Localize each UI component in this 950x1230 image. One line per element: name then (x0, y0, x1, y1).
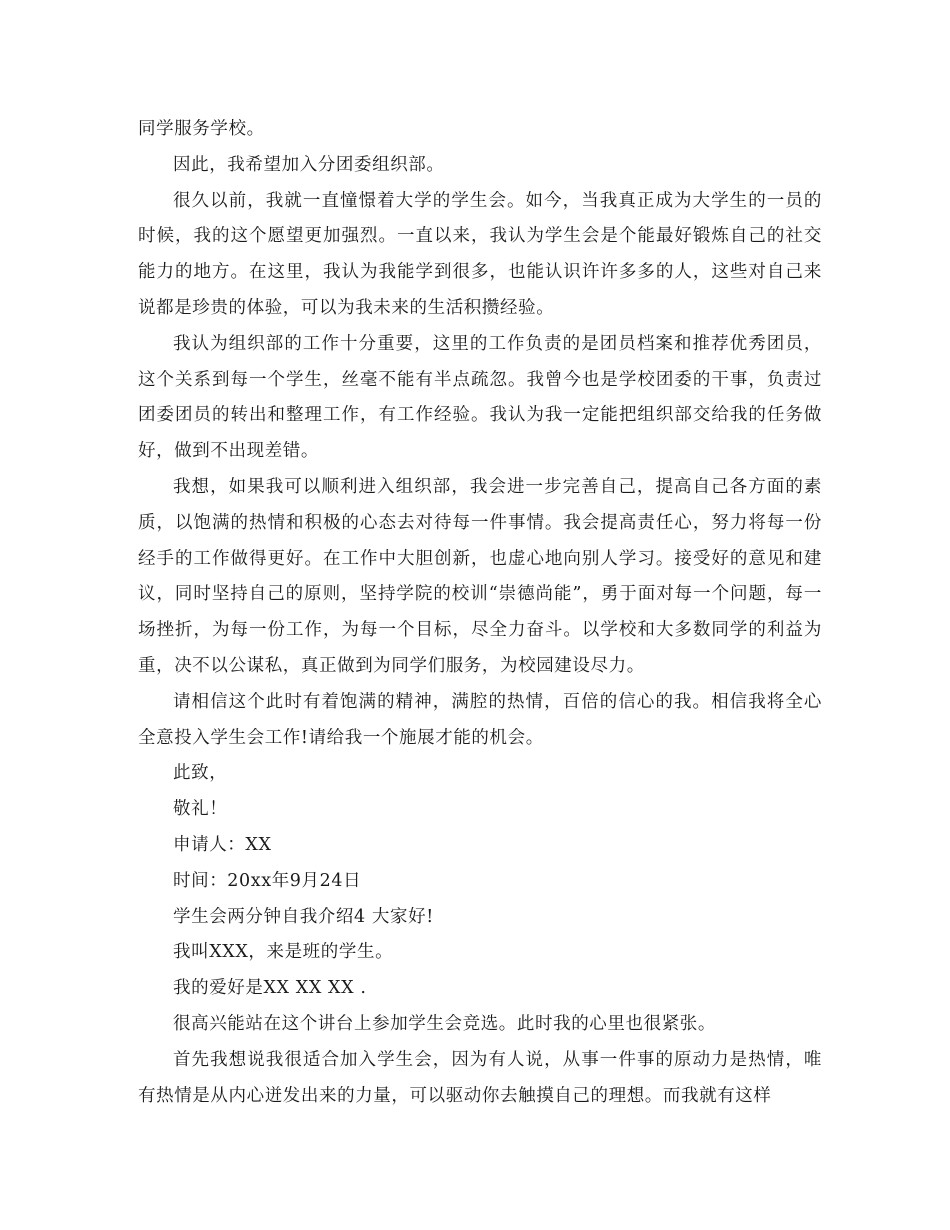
paragraph-continuation: 同学服务学校。 (138, 119, 265, 139)
paragraph-join-department: 因此，我希望加入分团委组织部。 (173, 154, 445, 175)
paragraph-passion: 首先我想说我很适合加入学生会，因为有人说，从事一件事的原动力是热情，唯有热情是从内心迸发出来的力量，可以驱动你去触摸自己的理想。而我就有这样 (138, 1049, 822, 1106)
salutation-cizhi: 此致， (173, 763, 228, 784)
salutation-jingli: 敬礼！ (173, 799, 228, 820)
paragraph-self-improvement-plan: 我想，如果我可以顺利进入组织部，我会进一步完善自己，提高自己各方面的素质，以饱满的热情和积极的心态去对待每一件事情。我会提高责任心，努力将每一份经手的工作做得更好。在工作中大胆创新，也虚心地向别人学习。接受好的意见和建议，同时坚持自己的原则，坚持学院的校训“崇德尚能”，勇于面对每一个问题，每一场挫折，为每一份工作，为每一个目标，尽全力奋斗。以学校和大多数同学的利益为重，决不以公谋私，真正做到为同学们服务，为校园建设尽力。 (138, 476, 822, 676)
document-body (138, 112, 822, 1114)
date-line: 时间：20xx年9月24日 (173, 870, 362, 891)
intro-name-line: 我叫XXX，来是班的学生。 (173, 942, 394, 963)
paragraph-organization-department-work: 我认为组织部的工作十分重要，这里的工作负责的是团员档案和推荐优秀团员，这个关系到每一个学生，丝毫不能有半点疏忽。我曾今也是学校团委的干事，负责过团委团员的转出和整理工作，有工作经验。我认为我一定能把组织部交给我的任务做好，做到不出现差错。 (138, 333, 822, 462)
intro-nervous-line: 很高兴能站在这个讲台上参加学生会竞选。此时我的心里也很紧张。 (173, 1013, 716, 1034)
paragraph-closing-request: 请相信这个此时有着饱满的精神，满腔的热情，百倍的信心的我。相信我将全心全意投入学生会工作!请给我一个施展才能的机会。 (138, 691, 822, 748)
section-heading-self-intro: 学生会两分钟自我介绍4 大家好! (173, 906, 434, 927)
paragraph-student-union-aspiration: 很久以前，我就一直憧憬着大学的学生会。如今，当我真正成为大学生的一员的时候，我的这个愿望更加强烈。一直以来，我认为学生会是个能最好锻炼自己的社交能力的地方。在这里，我认为我能学到很多，也能认识许许多多的人，这些对自己来说都是珍贵的体验，可以为我未来的生活积攒经验。 (138, 190, 822, 318)
applicant-line: 申请人：XX (173, 834, 272, 855)
intro-hobby-line: 我的爱好是XX XX XX . (173, 978, 367, 999)
